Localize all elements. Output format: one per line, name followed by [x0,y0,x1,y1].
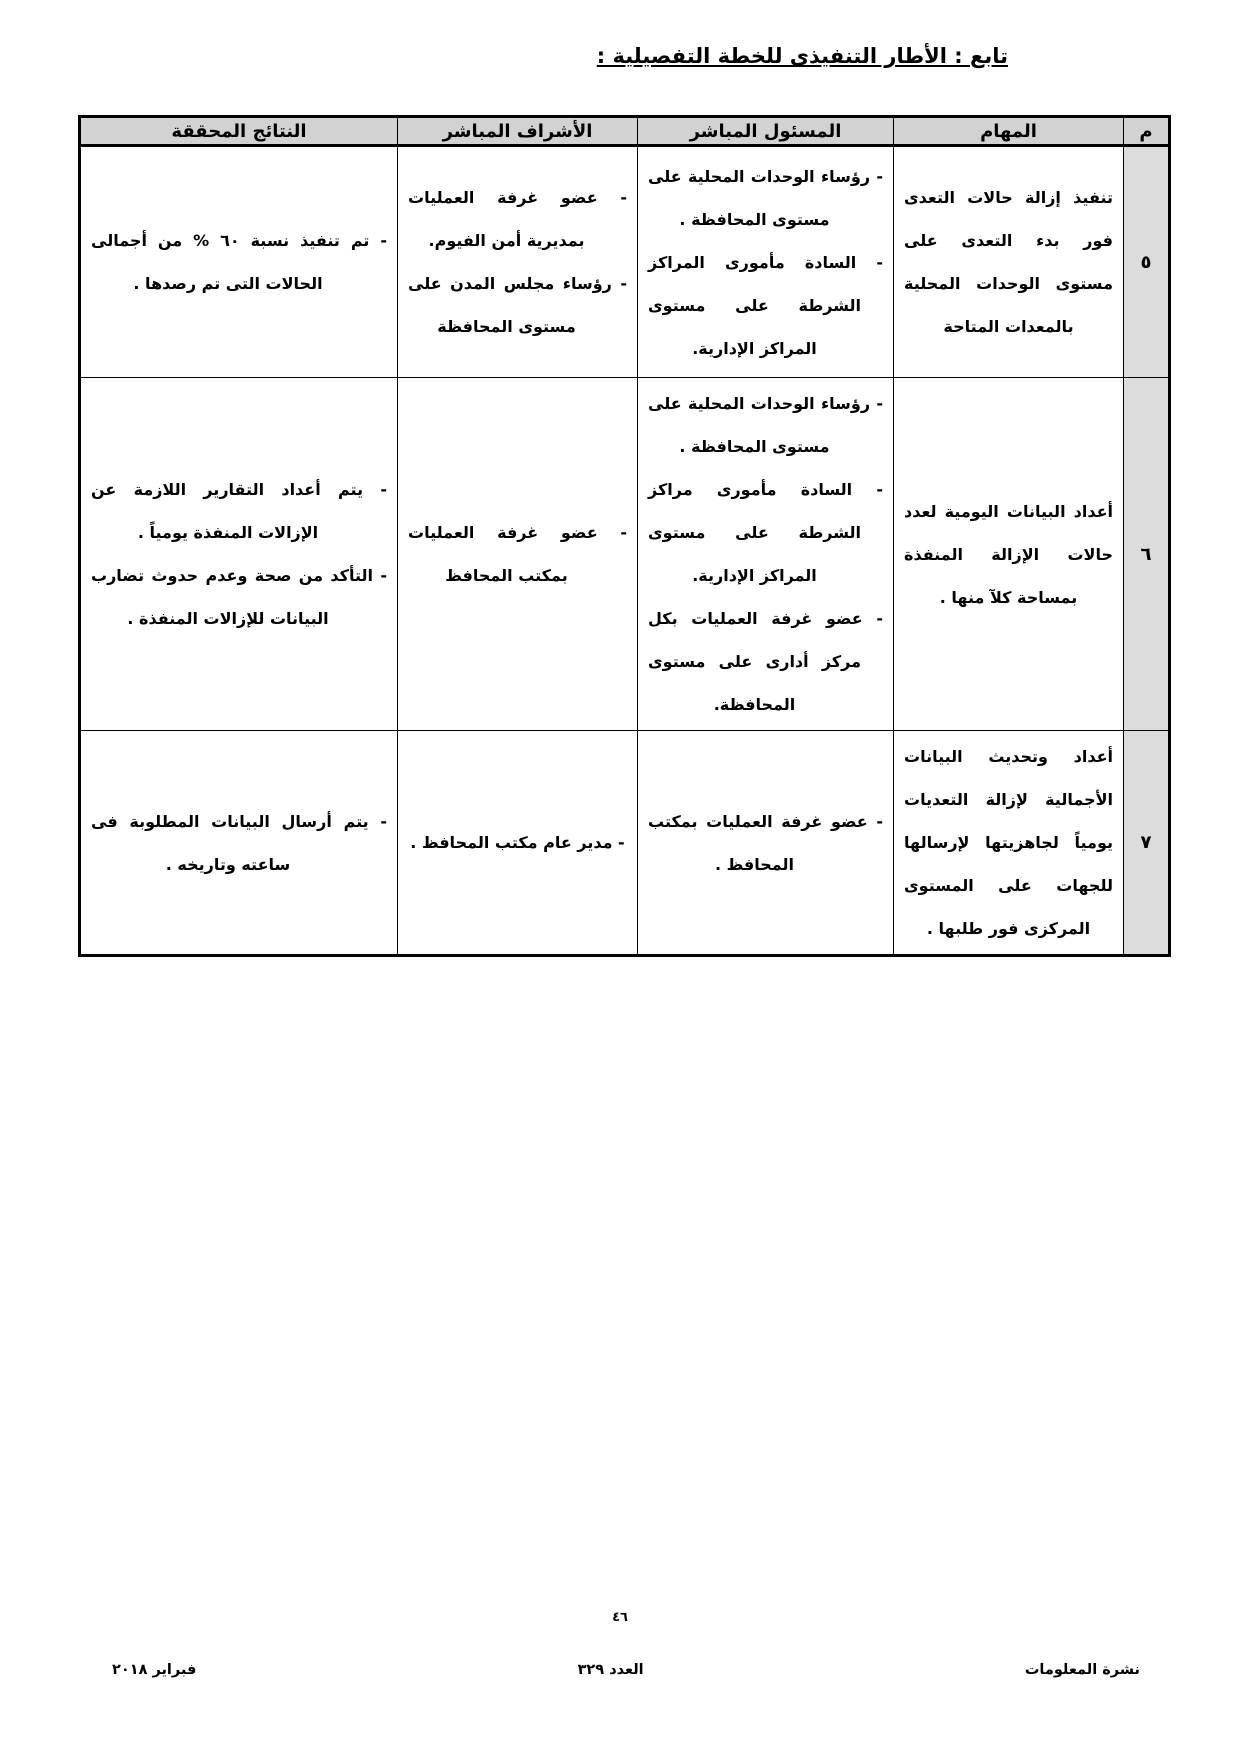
footer-date: فبراير ٢٠١٨ [112,1662,197,1678]
supervision-cell [398,378,638,731]
row-number: ٥ [1124,146,1170,378]
tasks-cell [894,731,1124,956]
list-item: - رؤساء الوحدات المحلية على مستوى المحافظة . [648,166,883,229]
footer [0,1662,1240,1678]
row-number: ٧ [1124,731,1170,956]
task-text: أعداد البيانات اليومية لعدد حالات الإزالة المنفذة بمساحة كلآ منها . [904,501,1113,607]
list-item: - عضو غرفة العمليات بمكتب المحافظ [408,523,627,585]
header-tasks: المهام [894,117,1124,146]
list-item: - عضو غرفة العمليات بكل مركز أدارى على مستوى المحافظة. [648,609,883,714]
task-text: أعداد وتحديث البيانات الأجمالية لإزالة التعديات يومياً لجاهزيتها لإرسالها للجهات على المستوى المركزى فور طلبها . [904,747,1113,938]
list-item: - التأكد من صحة وعدم حدوث تضارب البيانات للإزالات المنفذة . [91,566,387,628]
list-item: - عضو غرفة العمليات بمديرية أمن الفيوم. [408,188,627,250]
header-num: م [1124,117,1170,146]
list-item: - عضو غرفة العمليات بمكتب المحافظ . [648,811,883,874]
list-item: - تم تنفيذ نسبة ٦٠ % من أجمالى الحالات التى تم رصدها . [91,231,387,293]
page-title: تابع : الأطار التنفيذى للخطة التفصيلية : [596,44,1008,68]
responsible-cell [638,378,894,731]
supervision-cell [398,731,638,956]
detailed-plan-table [78,115,1171,957]
header-responsible: المسئول المباشر [638,117,894,146]
header-supervision: الأشراف المباشر [398,117,638,146]
list-item: - مدير عام مكتب المحافظ . [410,833,625,852]
list-item: - رؤساء الوحدات المحلية على مستوى المحافظة . [648,394,883,456]
table-row [80,146,1170,378]
footer-publication: نشرة المعلومات [1024,1662,1140,1678]
task-text: تنفيذ إزالة حالات التعدى فور بدء التعدى على مستوى الوحدات المحلية بالمعدات المتاحة [904,188,1113,336]
header-results: النتائج المحققة [80,117,398,146]
tasks-cell [894,378,1124,731]
list-item: - يتم أرسال البيانات المطلوبة فى ساعته وتاريخه . [91,811,387,874]
results-cell [80,731,398,956]
list-item: - السادة مأمورى مراكز الشرطة على مستوى المراكز الإدارية. [648,480,883,585]
results-cell [80,378,398,731]
table-row [80,731,1170,956]
responsible-cell [638,146,894,378]
tasks-cell [894,146,1124,378]
supervision-cell [398,146,638,378]
list-item: - يتم أعداد التقارير اللازمة عن الإزالات المنفذة يومياً . [91,480,387,542]
table-row [80,378,1170,731]
footer-issue: العدد ٣٢٩ [577,1662,644,1678]
list-item: - رؤساء مجلس المدن على مستوى المحافظة [408,274,627,336]
table-header-row [80,117,1170,146]
row-number: ٦ [1124,378,1170,731]
page-number: ٤٦ [612,1610,628,1625]
results-cell [80,146,398,378]
responsible-cell [638,731,894,956]
list-item: - السادة مأمورى المراكز الشرطة على مستوى المراكز الإدارية. [648,252,883,358]
